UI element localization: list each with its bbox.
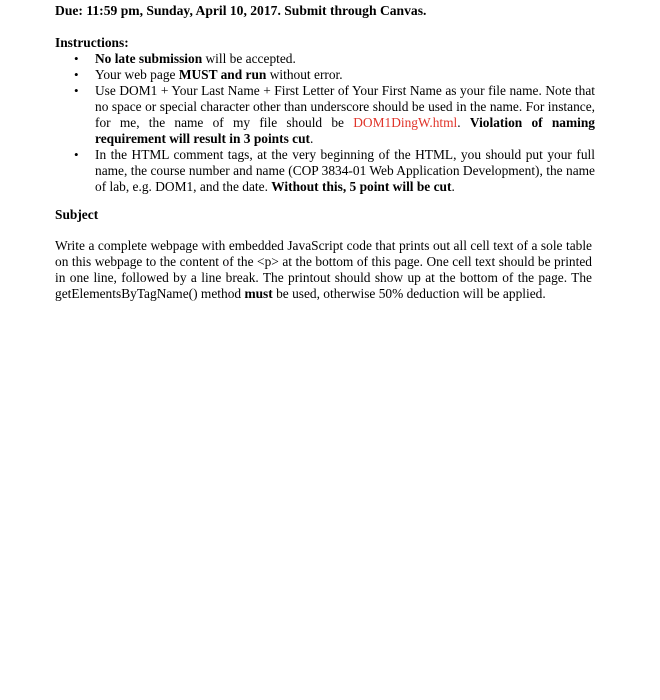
bullet-icon: • bbox=[74, 51, 79, 66]
instructions-heading: Instructions: bbox=[55, 35, 129, 50]
instruction-text: . bbox=[451, 179, 455, 194]
subject-heading: Subject bbox=[55, 207, 99, 222]
instruction-text: . bbox=[310, 131, 314, 146]
instruction-bold-text: MUST and run bbox=[178, 67, 267, 82]
instruction-item-late-submission bbox=[55, 51, 595, 67]
instruction-bold-text: Without this, 5 point will be cut bbox=[271, 179, 452, 194]
instruction-item-html-comment bbox=[55, 147, 595, 195]
instruction-text: will be accepted. bbox=[202, 51, 296, 66]
instruction-item-file-naming bbox=[55, 83, 595, 147]
due-date-line: Due: 11:59 pm, Sunday, April 10, 2017. Submit through Canvas. bbox=[55, 3, 427, 18]
instruction-bold-text: Violation of naming requirement will result in 3 points cut bbox=[95, 115, 595, 146]
instruction-bold-text: No late submission bbox=[95, 51, 203, 66]
bullet-icon: • bbox=[74, 67, 79, 82]
instruction-text: Use DOM1 + Your Last Name + First Letter of Your First Name as your file name. Note that no space or special character other than underscore should be used in the name. For instance, for me, the name of my file should be bbox=[95, 83, 595, 130]
bullet-icon: • bbox=[74, 83, 79, 98]
bullet-icon: • bbox=[74, 147, 79, 162]
subject-text: be used, otherwise 50% deduction will be applied. bbox=[272, 286, 546, 301]
example-filename: DOM1DingW.html bbox=[353, 115, 458, 130]
instruction-text: In the HTML comment tags, at the very beginning of the HTML, you should put your full name, the course number and name (COP 3834-01 Web Application Development), the name of lab, e.g. DOM1, and the date. bbox=[95, 147, 595, 194]
instruction-item-must-run bbox=[55, 67, 595, 83]
instruction-text: without error. bbox=[266, 67, 343, 82]
subject-bold-text: must bbox=[244, 286, 273, 301]
subject-body bbox=[55, 238, 592, 302]
subject-text: Write a complete webpage with embedded JavaScript code that prints out all cell text of a sole table on this webpage to the content of the <p> at the bottom of this page. One cell text should be printed in one line, followed by a line break. The printout should show up at the bottom of the page. The getElementsByTagName() method bbox=[55, 238, 592, 301]
instruction-text: Your web page bbox=[95, 67, 179, 82]
instruction-text: . bbox=[457, 115, 470, 130]
instructions-list bbox=[55, 51, 595, 195]
